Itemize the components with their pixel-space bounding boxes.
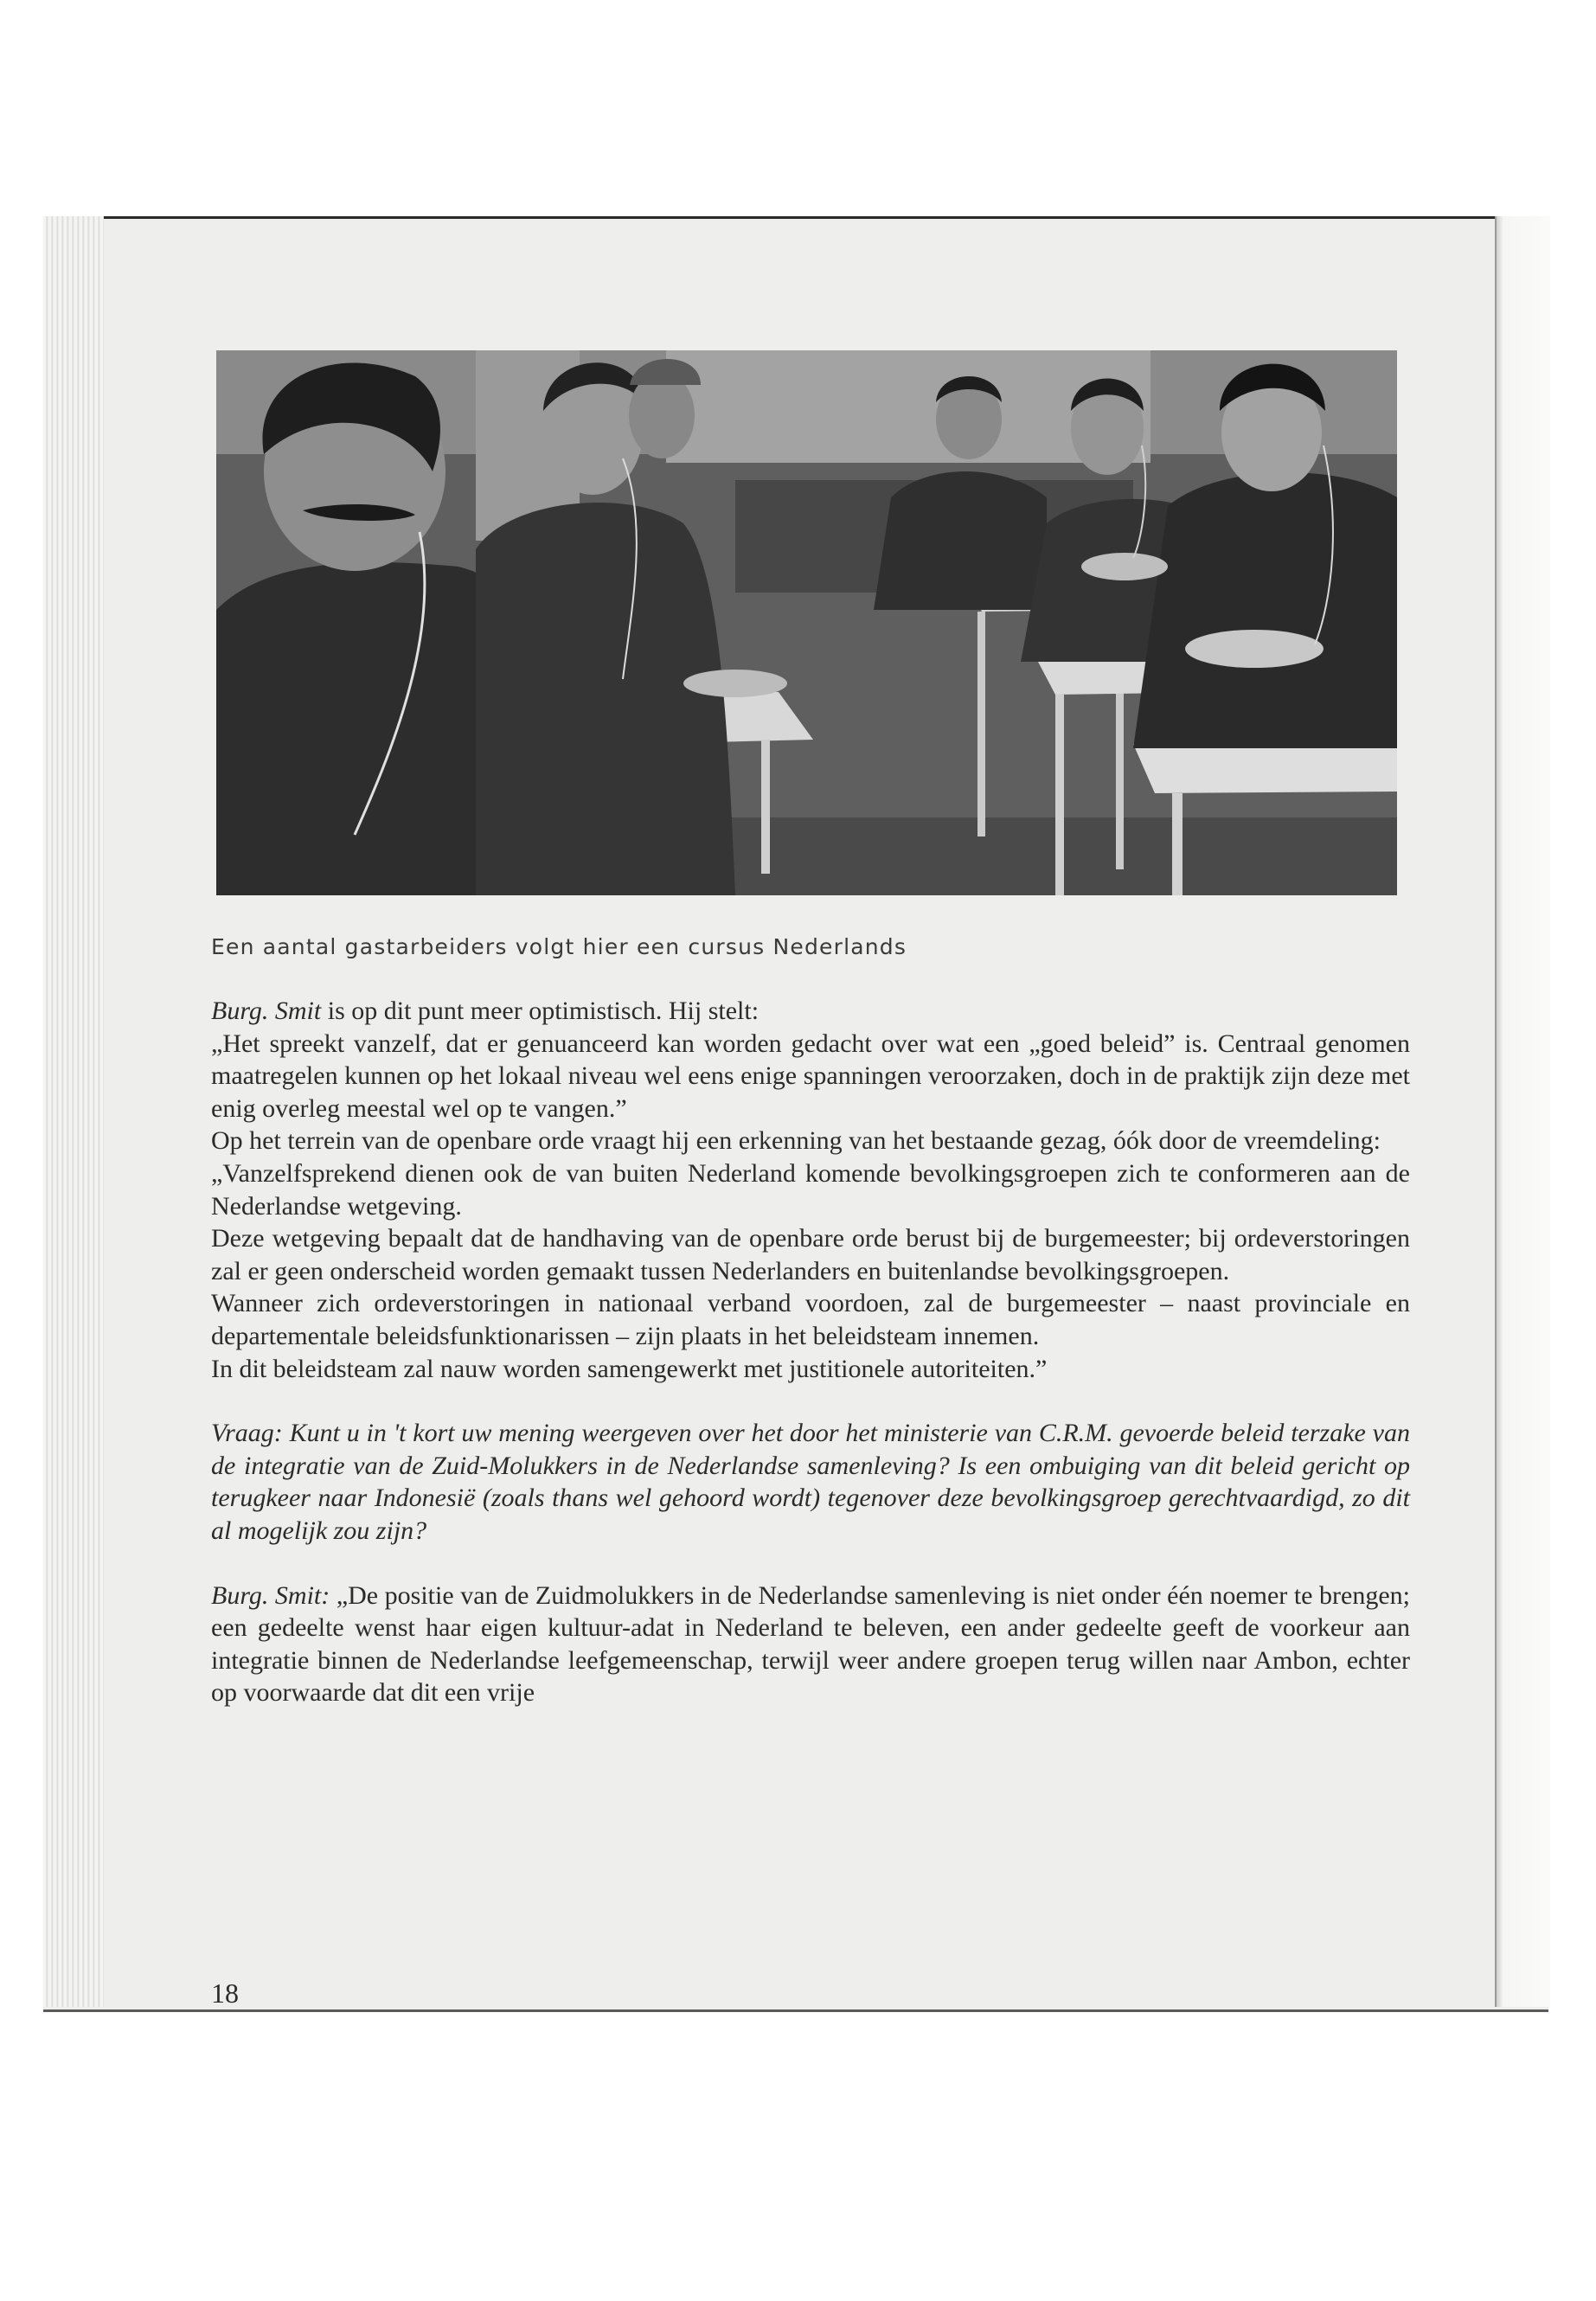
paragraph-1-text: is op dit punt meer optimistisch. Hij stelt: [321, 997, 760, 1025]
paragraph-6: Wanneer zich ordeverstoringen in nationaal verband voordoen, zal de burgemeester – naast provinciale en departementale beleidsfunktionarissen – zijn plaats in het beleidsteam innemen. [211, 1289, 1410, 1350]
paragraph-1 [211, 995, 1410, 1028]
article-body [211, 995, 1410, 1709]
paragraph-2: „Het spreekt vanzelf, dat er genuanceerd kan worden gedacht over wat een „goed beleid” is. Centraal genomen maatregelen kunnen op het lokaal niveau wel eens enige spanningen veroorzaken, doch in de praktijk zijn deze met enig overleg meestal wel op te vangen.” [211, 1029, 1410, 1123]
speaker-label: Burg. Smit [211, 997, 322, 1025]
answer-text: „De positie van de Zuidmolukkers in de Nederlandse samenleving is niet onder één noemer te brengen; een gedeelte wenst haar eigen kultuur-adat in Nederland te beleven, een ander gedeelte geeft de voorkeur aan integratie binnen de Nederlandse leefgemeenschap, terwijl weer andere groepen terug willen naar Ambon, echter op voorwaarde dat dit een vrije [211, 1580, 1410, 1708]
paragraph-4: „Vanzelfsprekend dienen ook de van buiten Nederland komende bevolkingsgroepen zich te conformeren aan de Nederlandse wetgeving. [211, 1158, 1410, 1221]
answer-speaker-label: Burg. Smit: [211, 1580, 330, 1610]
right-page-edge [1495, 216, 1550, 2007]
photo-caption: Een aantal gastarbeiders volgt hier een cursus Nederlands [211, 934, 907, 959]
paragraph-5: Deze wetgeving bepaalt dat de handhaving van de openbare orde berust bij de burgemeester; bij ordeverstoringen zal er geen onderscheid worden gemaakt tussen Nederlanders en buitenlandse bevolkingsgroepen. [211, 1224, 1410, 1285]
classroom-photo [216, 350, 1397, 895]
interview-answer [211, 1580, 1410, 1709]
classroom-photo-illustration [216, 350, 1397, 895]
paragraph-3: Op het terrein van de openbare orde vraagt hij een erkenning van het bestaande gezag, óók door de vreemdeling: [211, 1126, 1381, 1156]
paragraph-7: In dit beleidsteam zal nauw worden samengewerkt met justitionele autoriteiten.” [211, 1354, 1048, 1383]
page-edges [43, 216, 104, 2007]
page-number: 18 [211, 1977, 239, 2009]
interview-question: Vraag: Kunt u in 't kort uw mening weergeven over het door het ministerie van C.R.M. gevoerde beleid terzake van de integratie van de Zuid-Molukkers in de Nederlandse samenleving? Is een ombuiging van dit beleid gericht op terugkeer naar Indonesië (zoals thans wel gehoord wordt) tegenover deze bevolkingsgroep gerechtvaardigd, zo dit al mogelijk zou zijn? [211, 1419, 1410, 1545]
